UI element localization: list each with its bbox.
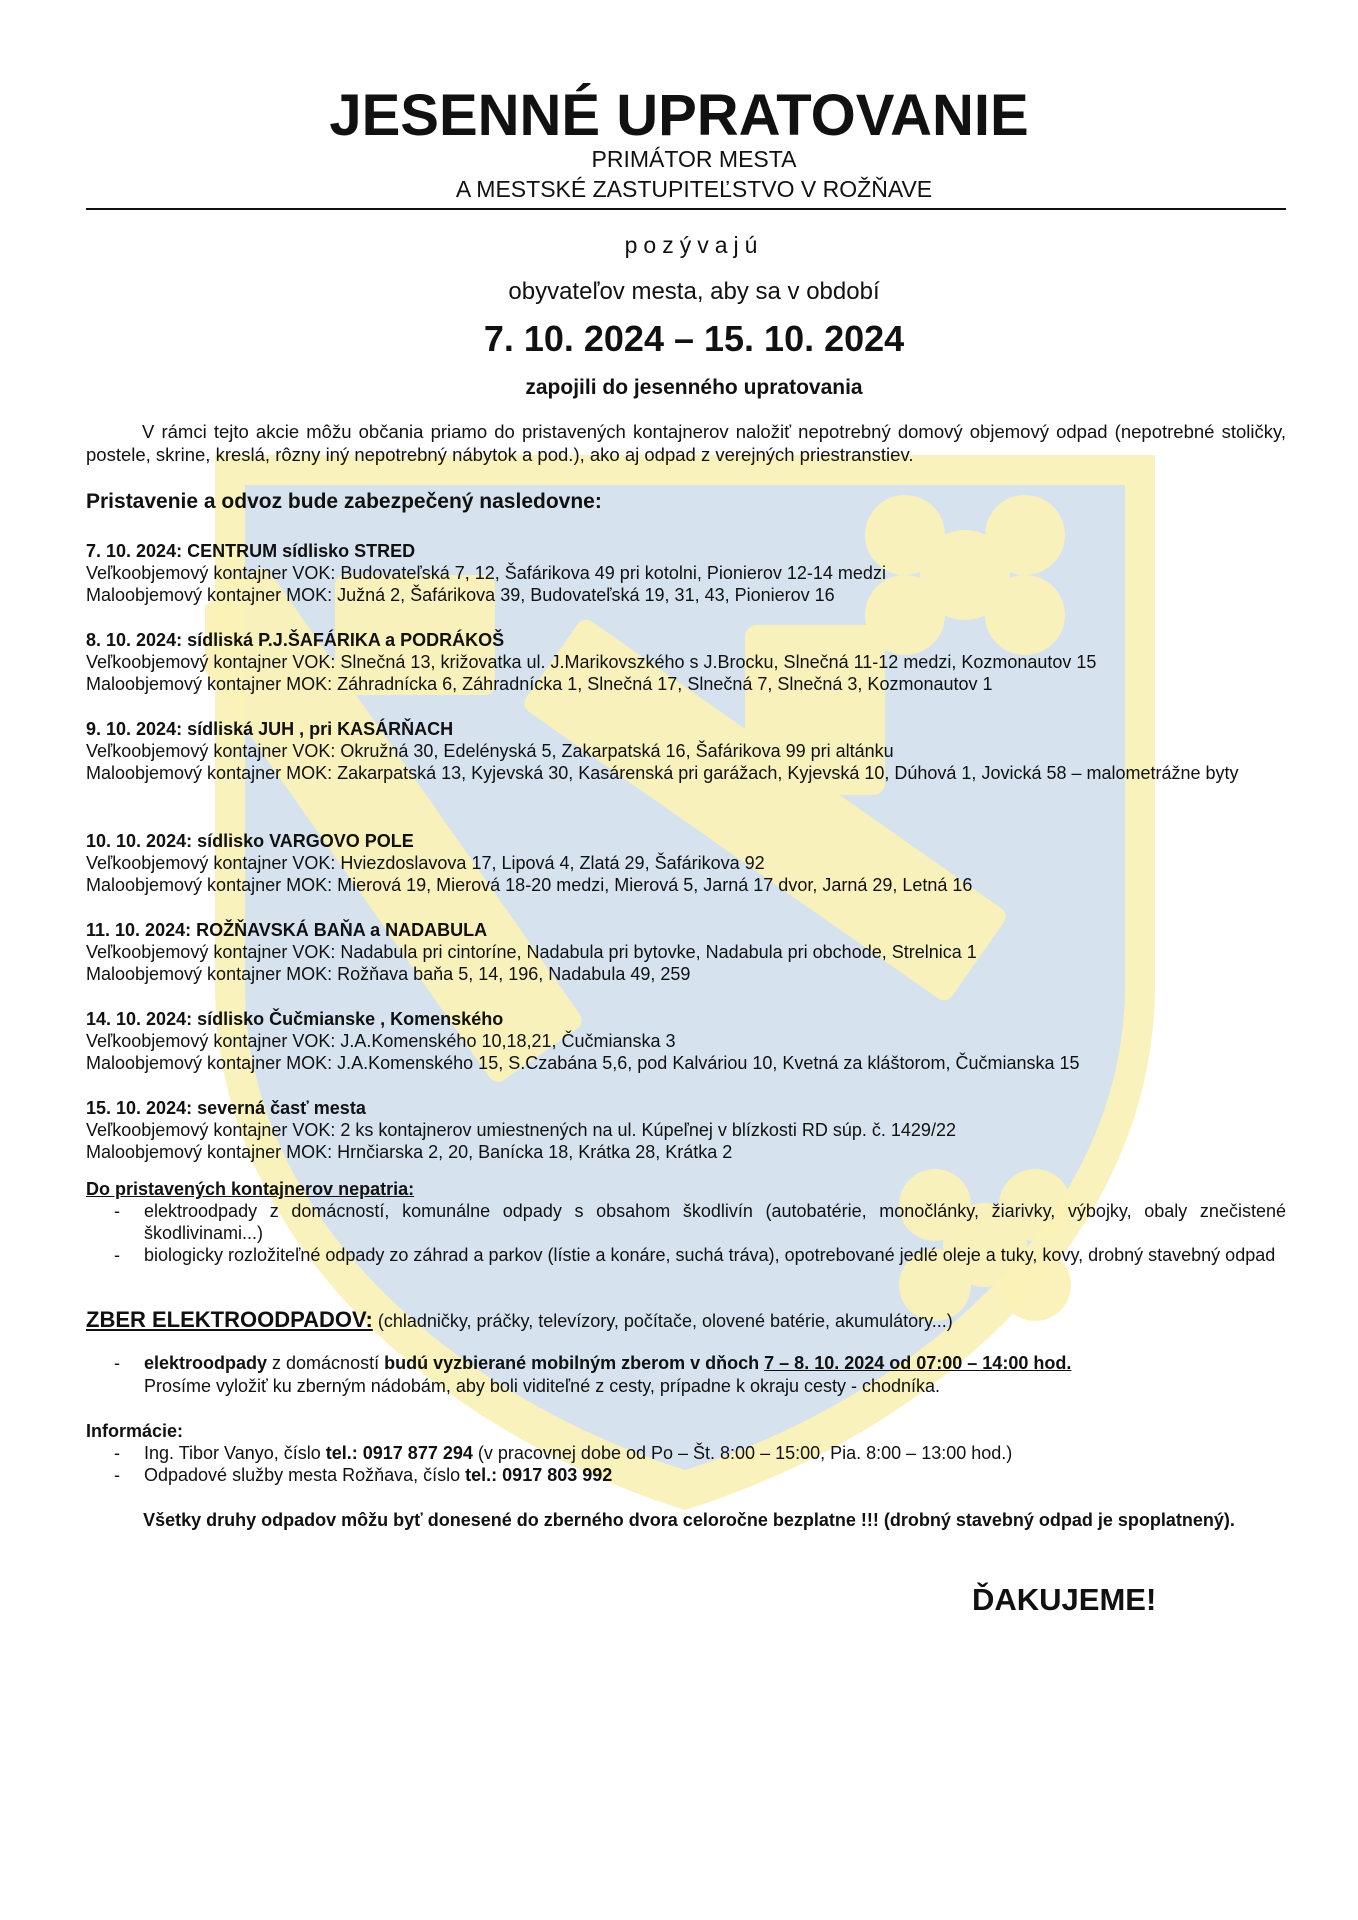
list-item: - elektroodpady z domácností budú vyzbierané mobilným zberom v dňoch 7 – 8. 10. 2024 od 07:00 – 14:00 hod. Prosíme vyložiť ku zberným nádobám, aby boli viditeľné z cesty, prípadne k okraju cesty - chodníka.	[86, 1352, 1286, 1398]
thanks-text: ĎAKUJEME!	[972, 1582, 1157, 1617]
schedule-day	[86, 1097, 1286, 1163]
ewaste-dates: 7 – 8. 10. 2024 od 07:00 – 14:00 hod.	[764, 1353, 1072, 1373]
contact-phone: tel.: 0917 877 294	[325, 1443, 473, 1463]
not-belong-heading: Do pristavených kontajnerov nepatria:	[86, 1179, 415, 1199]
join-text: zapojili do jesenného upratovania	[525, 376, 863, 399]
schedule-date: 11. 10. 2024: ROŽŇAVSKÁ BAŇA a NADABULA	[86, 920, 488, 940]
schedule-mok: Maloobjemový kontajner MOK: Zakarpatská 13, Kyjevská 30, Kasárenská pri garážach, Kyjevská 10, Dúhová 1, Jovická 58 – malometrážne byty	[86, 763, 1239, 783]
header-divider	[86, 208, 1286, 210]
schedule-day	[86, 1008, 1286, 1074]
schedule-date: 15. 10. 2024: severná časť mesta	[86, 1098, 366, 1118]
ewaste-heading: ZBER ELEKTROODPADOV:	[86, 1307, 373, 1332]
list-item: - biologicky rozložiteľné odpady zo záhrad a parkov (lístie a konáre, suchá tráva), opotrebované jedlé oleje a tuky, kovy, drobný stavebný odpad	[114, 1245, 1276, 1265]
schedule-date: 9. 10. 2024: sídliská JUH , pri KASÁRŇACH	[86, 719, 454, 739]
schedule-heading: Pristavenie a odvoz bude zabezpečený nasledovne:	[86, 490, 602, 513]
ewaste-note: Prosíme vyložiť ku zberným nádobám, aby boli viditeľné z cesty, prípadne k okraju cesty - chodníka.	[144, 1376, 941, 1396]
list-item-text: biologicky rozložiteľné odpady zo záhrad a parkov (lístie a konáre, suchá tráva), opotrebované jedlé oleje a tuky, kovy, drobný stavebný odpad	[144, 1245, 1276, 1265]
intro-paragraph	[86, 420, 1286, 466]
intro-text: V rámci tejto akcie môžu občania priamo do pristavených kontajnerov naložiť nepotrebný domový objemový odpad (nepotrebné stoličky, postele, skrine, kreslá, rôzny iný nepotrebný nábytok a pod.), ako aj odpad z verejných priestranstiev.	[86, 421, 1286, 465]
schedule-vok: Veľkoobjemový kontajner VOK: Okružná 30, Edelényská 5, Zakarpatská 16, Šafárikova 99 pri altánku	[86, 741, 894, 761]
schedule-vok: Veľkoobjemový kontajner VOK: Hviezdoslavova 17, Lipová 4, Zlatá 29, Šafárikova 92	[86, 853, 765, 873]
page-title: JESENNÉ UPRATOVANIE	[329, 83, 1029, 148]
list-item: - elektroodpady z domácností, komunálne odpady s obsahom škodlivín (autobatérie, monočlánky, žiarivky, výbojky, obaly znečistené škodlivinami...)	[114, 1201, 1286, 1243]
contact-item: - Ing. Tibor Vanyo, číslo tel.: 0917 877 294 (v pracovnej dobe od Po – Št. 8:00 – 15:00, Pia. 8:00 – 13:00 hod.)	[114, 1443, 1013, 1463]
subtitle-line-1: PRIMÁTOR MESTA	[591, 146, 797, 172]
schedule-day	[86, 919, 1286, 985]
contact-phone: tel.: 0917 803 992	[465, 1465, 613, 1485]
ewaste-details	[86, 1352, 1286, 1398]
schedule-vok: Veľkoobjemový kontajner VOK: Slnečná 13, križovatka ul. J.Marikovszkého s J.Brocku, Slnečná 11-12 medzi, Kozmonautov 15	[86, 652, 1097, 672]
schedule-date: 14. 10. 2024: sídlisko Čučmianske , Komenského	[86, 1009, 504, 1029]
schedule-vok: Veľkoobjemový kontajner VOK: Budovateľská 7, 12, Šafárikova 49 pri kotolni, Pionierov 12-14 medzi	[86, 563, 886, 583]
info-heading: Informácie:	[86, 1421, 184, 1441]
info-section	[86, 1420, 1286, 1486]
schedule-day	[86, 540, 1286, 606]
schedule-day	[86, 830, 1286, 896]
schedule-mok: Maloobjemový kontajner MOK: Južná 2, Šafárikova 39, Budovateľská 19, 31, 43, Pionierov 16	[86, 585, 835, 605]
schedule-date: 10. 10. 2024: sídlisko VARGOVO POLE	[86, 831, 414, 851]
schedule-mok: Maloobjemový kontajner MOK: Mierová 19, Mierová 18-20 medzi, Mierová 5, Jarná 17 dvor, Jarná 29, Letná 16	[86, 875, 973, 895]
schedule-mok: Maloobjemový kontajner MOK: Hrnčiarska 2, 20, Banícka 18, Krátka 28, Krátka 2	[86, 1142, 733, 1162]
schedule-vok: Veľkoobjemový kontajner VOK: 2 ks kontajnerov umiestnených na ul. Kúpeľnej v blízkosti RD súp. č. 1429/22	[86, 1120, 956, 1140]
not-belong-section	[86, 1178, 1286, 1266]
final-note: Všetky druhy odpadov môžu byť donesené do zberného dvora celoročne bezplatne !!! (drobný stavebný odpad je spoplatnený).	[143, 1510, 1235, 1530]
event-dates: 7. 10. 2024 – 15. 10. 2024	[483, 318, 905, 359]
schedule-day	[86, 629, 1286, 695]
invite-line: obyvateľov mesta, aby sa v období	[508, 278, 880, 305]
schedule-day	[86, 718, 1286, 784]
schedule-date: 8. 10. 2024: sídliská P.J.ŠAFÁRIKA a PODRÁKOŠ	[86, 630, 505, 650]
ewaste-heading-line	[86, 1308, 1286, 1333]
schedule-date: 7. 10. 2024: CENTRUM sídlisko STRED	[86, 541, 416, 561]
ewaste-heading-note: (chladničky, práčky, televízory, počítače, olovené batérie, akumulátory...)	[372, 1311, 953, 1331]
schedule-mok: Maloobjemový kontajner MOK: Rožňava baňa 5, 14, 196, Nadabula 49, 259	[86, 964, 691, 984]
contact-item: - Odpadové služby mesta Rožňava, číslo tel.: 0917 803 992	[114, 1465, 613, 1485]
subtitle-line-2: A MESTSKÉ ZASTUPITEĽSTVO V ROŽŇAVE	[455, 176, 933, 202]
invite-text: pozývajú	[624, 232, 764, 258]
schedule-mok: Maloobjemový kontajner MOK: Záhradnícka 6, Záhradnícka 1, Slnečná 17, Slnečná 7, Slnečná 3, Kozmonautov 1	[86, 674, 993, 694]
schedule-vok: Veľkoobjemový kontajner VOK: J.A.Komenského 10,18,21, Čučmianska 3	[86, 1031, 676, 1051]
list-item-text: elektroodpady z domácností, komunálne odpady s obsahom škodlivín (autobatérie, monočlánky, žiarivky, výbojky, obaly znečistené škodlivinami...)	[144, 1201, 1286, 1243]
schedule-vok: Veľkoobjemový kontajner VOK: Nadabula pri cintoríne, Nadabula pri bytovke, Nadabula pri obchode, Strelnica 1	[86, 942, 977, 962]
schedule-mok: Maloobjemový kontajner MOK: J.A.Komenského 15, S.Czabána 5,6, pod Kalváriou 10, Kvetná za kláštorom, Čučmianska 15	[86, 1053, 1080, 1073]
